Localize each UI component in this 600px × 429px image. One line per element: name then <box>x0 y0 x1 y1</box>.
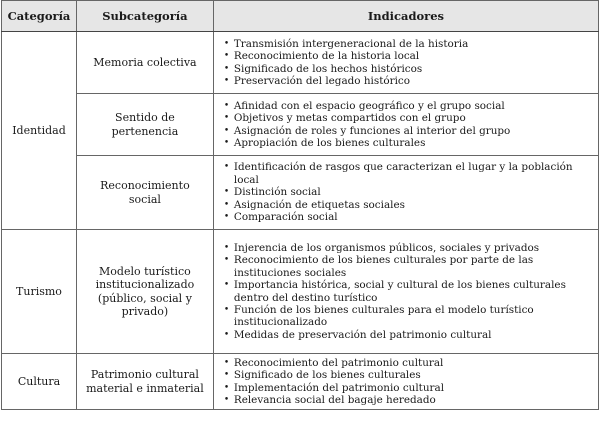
indicators-table <box>1 0 599 410</box>
indicator-item <box>224 38 594 50</box>
indicator-item <box>224 382 594 394</box>
indicator-item <box>224 242 594 254</box>
table-row <box>2 94 599 156</box>
table-row <box>2 230 599 354</box>
table-row <box>2 156 599 230</box>
subcategory-cell: Modelo turístico institucionalizado (público, social y privado) <box>76 230 213 354</box>
indicator-text: Afinidad con el espacio geográfico y el grupo social <box>233 99 505 112</box>
bullet-icon: • <box>223 187 230 198</box>
subcategory-cell: Patrimonio cultural material e inmaterial <box>76 354 213 410</box>
indicator-list <box>224 38 594 88</box>
indicator-item <box>224 125 594 137</box>
bullet-icon: • <box>223 125 230 136</box>
bullet-icon: • <box>223 100 230 111</box>
indicator-text: Implementación del patrimonio cultural <box>233 381 445 394</box>
indicator-item <box>224 186 594 198</box>
bullet-icon: • <box>223 212 230 223</box>
indicator-item <box>224 100 594 112</box>
bullet-icon: • <box>223 113 230 124</box>
table-body <box>2 32 599 410</box>
bullet-icon: • <box>223 162 230 173</box>
indicators-cell <box>213 156 598 230</box>
indicator-item <box>224 394 594 406</box>
bullet-icon: • <box>223 304 230 315</box>
header-category: Categoría <box>2 1 77 32</box>
bullet-icon: • <box>223 370 230 381</box>
subcategory-cell: Sentido de pertenencia <box>76 94 213 156</box>
indicator-text: Importancia histórica, social y cultural de los bienes culturales dentro del destino turístico <box>233 279 566 304</box>
bullet-icon: • <box>223 280 230 291</box>
indicator-item <box>224 279 594 304</box>
indicator-text: Reconocimiento de los bienes culturales por parte de las instituciones sociales <box>233 254 534 279</box>
bullet-icon: • <box>223 382 230 393</box>
bullet-icon: • <box>223 329 230 340</box>
table-row <box>2 354 599 410</box>
bullet-icon: • <box>223 137 230 148</box>
bullet-icon: • <box>223 199 230 210</box>
indicators-cell <box>213 94 598 156</box>
indicator-list <box>224 242 594 341</box>
bullet-icon: • <box>223 394 230 405</box>
table-row <box>2 32 599 94</box>
indicator-text: Relevancia social del bagaje heredado <box>233 393 436 406</box>
indicator-item <box>224 50 594 62</box>
indicator-text: Distinción social <box>233 186 321 199</box>
indicator-text: Injerencia de los organismos públicos, sociales y privados <box>233 241 540 254</box>
category-cell: Turismo <box>2 230 77 354</box>
indicator-text: Reconocimiento de la historia local <box>233 50 420 63</box>
bullet-icon: • <box>223 357 230 368</box>
indicator-item <box>224 254 594 279</box>
header-subcategory: Subcategoría <box>76 1 213 32</box>
indicators-cell <box>213 230 598 354</box>
bullet-icon: • <box>223 38 230 49</box>
indicator-item <box>224 63 594 75</box>
indicator-item <box>224 357 594 369</box>
indicator-item <box>224 75 594 87</box>
indicators-cell <box>213 32 598 94</box>
indicator-text: Comparación social <box>233 211 338 224</box>
indicator-list <box>224 161 594 223</box>
indicator-text: Objetivos y metas compartidos con el grupo <box>233 112 466 125</box>
bullet-icon: • <box>223 51 230 62</box>
subcategory-cell: Reconocimiento social <box>76 156 213 230</box>
category-cell: Identidad <box>2 32 77 230</box>
indicator-item <box>224 199 594 211</box>
indicator-text: Transmisión intergeneracional de la historia <box>233 37 469 50</box>
indicator-item <box>224 211 594 223</box>
indicator-item <box>224 112 594 124</box>
indicator-text: Identificación de rasgos que caracterizan el lugar y la población local <box>233 161 573 186</box>
table-header-row <box>2 1 599 32</box>
indicator-list <box>224 357 594 407</box>
indicator-item <box>224 304 594 329</box>
indicator-text: Reconocimiento del patrimonio cultural <box>233 356 444 369</box>
bullet-icon: • <box>223 242 230 253</box>
indicator-text: Función de los bienes culturales para el modelo turístico institucionalizado <box>233 303 534 329</box>
indicator-text: Preservación del legado histórico <box>233 74 410 87</box>
indicator-item <box>224 161 594 186</box>
header-indicators: Indicadores <box>213 1 598 32</box>
indicator-item <box>224 369 594 381</box>
indicator-item <box>224 329 594 341</box>
category-cell: Cultura <box>2 354 77 410</box>
indicator-text: Asignación de etiquetas sociales <box>233 198 405 211</box>
indicator-text: Significado de los hechos históricos <box>233 62 423 75</box>
indicator-item <box>224 137 594 149</box>
indicator-text: Medidas de preservación del patrimonio cultural <box>233 328 492 341</box>
indicator-text: Apropiación de los bienes culturales <box>233 136 426 149</box>
indicator-list <box>224 100 594 150</box>
indicator-text: Significado de los bienes culturales <box>233 369 421 382</box>
indicators-cell <box>213 354 598 410</box>
bullet-icon: • <box>223 75 230 86</box>
bullet-icon: • <box>223 63 230 74</box>
indicator-text: Asignación de roles y funciones al interior del grupo <box>233 124 511 137</box>
bullet-icon: • <box>223 255 230 266</box>
subcategory-cell: Memoria colectiva <box>76 32 213 94</box>
